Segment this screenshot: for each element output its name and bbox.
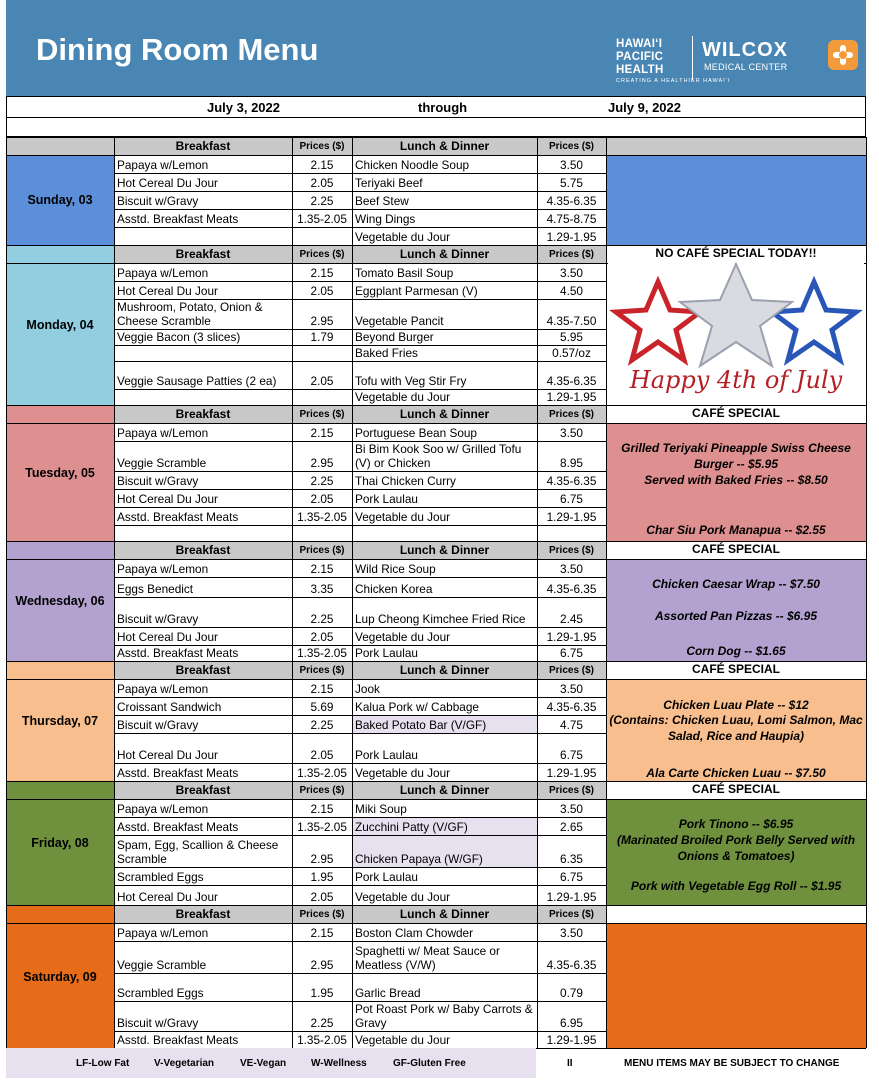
lunch-item: Garlic Bread [355, 986, 421, 1000]
breakfast-price: 2.05 [310, 890, 334, 904]
grid-line [866, 245, 867, 405]
grid-line [292, 137, 293, 245]
lunch-item: Thai Chicken Curry [355, 474, 456, 488]
grid-line [114, 525, 352, 526]
lunch-price: 4.75 [560, 718, 583, 732]
prices-header: Prices ($) [537, 905, 606, 923]
breakfast-item: Veggie Scramble [117, 456, 207, 470]
grid-line [292, 661, 293, 781]
grid-line [114, 137, 115, 245]
lunch-header: Lunch & Dinner [352, 541, 537, 559]
breakfast-header: Breakfast [114, 405, 292, 423]
grid-line [114, 263, 606, 264]
lunch-item: Portuguese Bean Soup [355, 426, 477, 440]
prices-header: Prices ($) [292, 541, 352, 559]
breakfast-item: Asstd. Breakfast Meats [117, 1033, 239, 1047]
breakfast-price: 2.25 [310, 612, 334, 626]
breakfast-price: 2.25 [310, 194, 334, 208]
breakfast-price: 1.35-2.05 [297, 212, 347, 226]
breakfast-item: Biscuit w/Gravy [117, 474, 199, 488]
lunch-item: Vegetable du Jour [355, 766, 451, 780]
cafe-special-item: Pork Tinono -- $6.95 [678, 817, 794, 831]
end-date: July 9, 2022 [608, 100, 681, 115]
lunch-item: Wild Rice Soup [355, 562, 436, 576]
breakfast-item: Papaya w/Lemon [117, 926, 209, 940]
grid-line [6, 781, 7, 905]
grid-line [606, 245, 607, 405]
lunch-price: 3.50 [560, 158, 583, 172]
lunch-price: 4.35-6.35 [546, 582, 597, 596]
lunch-price: 4.35-6.35 [546, 474, 597, 488]
breakfast-price: 2.25 [310, 718, 334, 732]
special-cell [606, 923, 866, 1048]
cafe-special-item: Grilled Teriyaki Pineapple Swiss Cheese Burger -- $5.95 [621, 441, 851, 471]
lunch-price: 0.79 [560, 986, 583, 1000]
breakfast-item: Papaya w/Lemon [117, 158, 209, 172]
breakfast-price: 3.35 [310, 582, 334, 596]
grid-line [114, 559, 606, 560]
lunch-price: 0.57/oz [552, 346, 591, 360]
grid-line [114, 245, 115, 405]
prices-header: Prices ($) [292, 905, 352, 923]
grid-line [606, 661, 607, 781]
grid-line [114, 423, 606, 424]
breakfast-item: Hot Cereal Du Jour [117, 176, 218, 190]
lunch-item: Beef Stew [355, 194, 409, 208]
breakfast-price: 1.35-2.05 [297, 766, 347, 780]
lunch-item: Jook [355, 682, 380, 696]
breakfast-price: 1.95 [310, 870, 334, 884]
grid-line [6, 905, 7, 1048]
grid-line [537, 405, 538, 541]
footer-mark: II [567, 1058, 573, 1069]
special-cell [606, 155, 866, 245]
lunch-item: Pork Laulau [355, 748, 418, 762]
grid-line [292, 905, 293, 1048]
breakfast-price: 2.95 [310, 314, 334, 328]
lunch-item: Miki Soup [355, 802, 407, 816]
breakfast-item: Veggie Bacon (3 slices) [117, 330, 241, 344]
breakfast-price: 1.35-2.05 [297, 646, 347, 660]
lunch-item: Vegetable du Jour [355, 510, 451, 524]
breakfast-header: Breakfast [114, 137, 292, 155]
grid-line [352, 245, 353, 405]
lunch-header: Lunch & Dinner [352, 405, 537, 423]
breakfast-price: 2.05 [310, 284, 334, 298]
blank-row [6, 118, 866, 137]
legend-item: V-Vegetarian [154, 1058, 215, 1069]
lunch-item: Pork Laulau [355, 870, 418, 884]
lunch-item: Beyond Burger [355, 330, 434, 344]
lunch-price: 6.75 [560, 870, 583, 884]
breakfast-price: 2.95 [310, 456, 334, 470]
breakfast-item: Hot Cereal Du Jour [117, 630, 218, 644]
grid-line [352, 405, 353, 541]
grid-line [606, 905, 607, 1048]
prices-header: Prices ($) [292, 245, 352, 263]
cafe-special-item: Chicken Caesar Wrap -- $7.50 [652, 577, 820, 591]
prices-header: Prices ($) [537, 137, 606, 155]
lunch-item: Vegetable du Jour [355, 630, 451, 644]
legend-bar [6, 1048, 536, 1078]
prices-header: Prices ($) [537, 661, 606, 679]
grid-line [537, 905, 538, 1048]
cafe-special-item: (Contains: Chicken Luau, Lomi Salmon, Mac Salad, Rice and Haupia) [609, 713, 863, 743]
breakfast-price: 5.69 [310, 700, 334, 714]
breakfast-item: Eggs Benedict [117, 582, 194, 596]
grid-line [6, 405, 7, 541]
lunch-price: 1.29-1.95 [546, 1033, 597, 1047]
grid-line [114, 799, 606, 800]
legend-item: LF-Low Fat [76, 1058, 130, 1069]
cafe-special-header: CAFÉ SPECIAL [606, 782, 866, 799]
breakfast-price: 2.15 [310, 926, 334, 940]
breakfast-header: Breakfast [114, 781, 292, 799]
grid-line [114, 389, 352, 390]
breakfast-item: Biscuit w/Gravy [117, 718, 199, 732]
breakfast-price: 2.15 [310, 266, 334, 280]
breakfast-price: 1.95 [310, 986, 334, 1000]
breakfast-price: 2.15 [310, 802, 334, 816]
breakfast-item: Spam, Egg, Scallion & Cheese Scramble [117, 838, 279, 866]
breakfast-item: Asstd. Breakfast Meats [117, 766, 239, 780]
lunch-price: 4.35-6.35 [546, 374, 597, 388]
breakfast-item: Biscuit w/Gravy [117, 612, 199, 626]
grid-line [866, 541, 867, 661]
breakfast-price: 2.95 [310, 958, 334, 972]
cafe-special-header: CAFÉ SPECIAL [606, 662, 866, 679]
breakfast-price: 2.15 [310, 426, 334, 440]
cafe-special-item: Chicken Luau Plate -- $12 [663, 698, 809, 712]
header-banner [6, 0, 866, 96]
day-name: Sunday, 03 [6, 155, 114, 245]
blue-star-icon [772, 282, 856, 360]
breakfast-price: 1.79 [310, 330, 334, 344]
breakfast-price: 2.05 [310, 630, 334, 644]
legend-item: W-Wellness [311, 1058, 367, 1069]
lunch-price: 4.75-8.75 [546, 212, 597, 226]
prices-header: Prices ($) [537, 781, 606, 799]
prices-header: Prices ($) [292, 405, 352, 423]
wilcox-logo: WILCOX [702, 39, 788, 61]
page-title: Dining Room Menu [36, 32, 319, 67]
lunch-item: Pork Laulau [355, 646, 418, 660]
cafe-special-item: Served with Baked Fries -- $8.50 [644, 473, 828, 487]
grid-line [6, 781, 866, 782]
grid-line [6, 661, 866, 662]
grid-line [114, 541, 115, 661]
breakfast-item: Hot Cereal Du Jour [117, 748, 218, 762]
cafe-special-item: Assorted Pan Pizzas -- $6.95 [654, 609, 818, 623]
breakfast-price: 1.35-2.05 [297, 510, 347, 524]
breakfast-item: Biscuit w/Gravy [117, 1016, 199, 1030]
grid-line [352, 661, 353, 781]
grid-line [6, 245, 866, 246]
logo-tagline: CREATING A HEALTHIER HAWAI‘I [616, 78, 731, 84]
lunch-header: Lunch & Dinner [352, 245, 537, 263]
breakfast-item: Croissant Sandwich [117, 700, 222, 714]
breakfast-item: Scrambled Eggs [117, 870, 204, 884]
grid-line [866, 661, 867, 781]
grid-line [6, 137, 866, 138]
lunch-price: 6.75 [560, 646, 583, 660]
lunch-item: Wing Dings [355, 212, 416, 226]
lunch-header: Lunch & Dinner [352, 137, 537, 155]
lunch-item: Vegetable du Jour [355, 230, 451, 244]
day-name: Friday, 08 [6, 781, 114, 905]
grid-line [6, 541, 866, 542]
lunch-item: Chicken Papaya (W/GF) [355, 852, 483, 866]
grid-line [114, 923, 606, 924]
grid-line [292, 541, 293, 661]
lunch-header: Lunch & Dinner [352, 905, 537, 923]
lunch-item: Pork Laulau [355, 492, 418, 506]
lunch-item: Boston Clam Chowder [355, 926, 474, 940]
breakfast-item: Asstd. Breakfast Meats [117, 212, 239, 226]
wilcox-mark-icon [828, 40, 858, 70]
breakfast-header: Breakfast [114, 661, 292, 679]
grid-line [6, 137, 7, 245]
breakfast-price: 1.35-2.05 [297, 1033, 347, 1047]
day-name: Wednesday, 06 [6, 541, 114, 661]
lunch-item: Baked Fries [355, 346, 418, 360]
breakfast-item: Papaya w/Lemon [117, 266, 209, 280]
cafe-special-item: Pork with Vegetable Egg Roll -- $1.95 [630, 879, 842, 893]
breakfast-item: Asstd. Breakfast Meats [117, 820, 239, 834]
lunch-item: Vegetable du Jour [355, 1033, 451, 1047]
breakfast-item: Mushroom, Potato, Onion & Cheese Scramble [117, 300, 263, 328]
cafe-special-header: CAFÉ SPECIAL [606, 406, 866, 423]
cafe-special-item: Char Siu Pork Manapua -- $2.55 [646, 523, 826, 537]
start-date: July 3, 2022 [207, 100, 280, 115]
lunch-price: 6.75 [560, 492, 583, 506]
grid-line [6, 541, 7, 661]
lunch-price: 8.95 [560, 456, 583, 470]
lunch-price: 4.35-6.35 [546, 194, 597, 208]
logo-divider [692, 36, 693, 80]
grid-line [6, 405, 866, 406]
breakfast-item: Hot Cereal Du Jour [117, 492, 218, 506]
cafe-special-header: CAFÉ SPECIAL [606, 542, 866, 559]
breakfast-price: 2.25 [310, 1016, 334, 1030]
grid-line [352, 541, 353, 661]
cafe-special-item: Ala Carte Chicken Luau -- $7.50 [646, 766, 826, 780]
breakfast-price: 2.05 [310, 176, 334, 190]
grid-line [6, 245, 7, 405]
grid-line [866, 405, 867, 541]
medical-center-label: MEDICAL CENTER [704, 62, 788, 72]
breakfast-price: 2.25 [310, 474, 334, 488]
lunch-price: 4.35-6.35 [546, 958, 597, 972]
lunch-price: 3.50 [560, 562, 583, 576]
lunch-price: 6.75 [560, 748, 583, 762]
breakfast-item: Asstd. Breakfast Meats [117, 646, 239, 660]
lunch-item: Spaghetti w/ Meat Sauce or Meatless (V/W) [355, 944, 500, 972]
breakfast-item: Papaya w/Lemon [117, 682, 209, 696]
prices-header: Prices ($) [537, 405, 606, 423]
grid-line [606, 781, 607, 905]
hawaii-pacific-health-logo: HAWAI‘I PACIFIC HEALTH [616, 38, 664, 76]
lunch-item: Vegetable du Jour [355, 890, 451, 904]
happy-4th-of-july-graphic [608, 262, 864, 404]
breakfast-price: 2.15 [310, 682, 334, 696]
lunch-item: Vegetable du Jour [355, 390, 451, 404]
grid-line [537, 137, 538, 245]
lunch-price: 3.50 [560, 426, 583, 440]
day-name: Thursday, 07 [6, 661, 114, 781]
grid-line [866, 905, 867, 1048]
lunch-price: 6.35 [560, 852, 583, 866]
grid-line [114, 781, 115, 905]
cafe-special-item: Corn Dog -- $1.65 [686, 644, 786, 658]
grid-line [352, 781, 353, 905]
lunch-item: Vegetable Pancit [355, 314, 444, 328]
grid-line [866, 781, 867, 905]
breakfast-price: 1.35-2.05 [297, 820, 347, 834]
lunch-item: Kalua Pork w/ Cabbage [355, 700, 479, 714]
lunch-item: Bi Bim Kook Soo w/ Grilled Tofu (V) or Chicken [355, 442, 522, 470]
through-label: through [418, 100, 468, 115]
grid-line [114, 405, 115, 541]
lunch-price: 4.35-6.35 [546, 700, 597, 714]
prices-header: Prices ($) [292, 661, 352, 679]
lunch-price: 3.50 [560, 802, 583, 816]
breakfast-item: Papaya w/Lemon [117, 562, 209, 576]
breakfast-item: Papaya w/Lemon [117, 426, 209, 440]
date-range-row [6, 96, 866, 118]
breakfast-price [292, 345, 352, 361]
lunch-item: Lup Cheong Kimchee Fried Rice [355, 612, 526, 626]
day-name: Tuesday, 05 [6, 405, 114, 541]
cafe-special-item: (Marinated Broiled Pork Belly Served with Onions & Tomatoes) [616, 833, 856, 863]
lunch-price: 1.29-1.95 [546, 890, 597, 904]
grid-line [537, 541, 538, 661]
day-name: Monday, 04 [6, 245, 114, 405]
happy-4th-text: Happy 4th of July [629, 366, 843, 394]
breakfast-price: 2.05 [310, 492, 334, 506]
breakfast-item [114, 345, 292, 361]
legend-item: GF-Gluten Free [393, 1058, 466, 1069]
lunch-item: Eggplant Parmesan (V) [355, 284, 478, 298]
grid-line [352, 905, 353, 1048]
lunch-price: 1.29-1.95 [546, 630, 597, 644]
grid-line [6, 905, 866, 906]
prices-header: Prices ($) [537, 541, 606, 559]
lunch-price: 4.50 [560, 284, 583, 298]
breakfast-item: Veggie Scramble [117, 958, 207, 972]
grid-line [114, 679, 606, 680]
lunch-price: 5.95 [560, 330, 583, 344]
lunch-header: Lunch & Dinner [352, 781, 537, 799]
grid-line [292, 405, 293, 541]
grid-line [6, 661, 7, 781]
lunch-header: Lunch & Dinner [352, 661, 537, 679]
lunch-price: 6.95 [560, 1016, 583, 1030]
lunch-price: 1.29-1.95 [546, 510, 597, 524]
grid-line [537, 245, 538, 405]
prices-header: Prices ($) [292, 137, 352, 155]
change-notice: MENU ITEMS MAY BE SUBJECT TO CHANGE [624, 1058, 840, 1069]
lunch-item: Tofu with Veg Stir Fry [355, 374, 467, 388]
grid-line [537, 781, 538, 905]
grid-line [606, 405, 607, 541]
prices-header: Prices ($) [292, 781, 352, 799]
lunch-price: 4.35-7.50 [546, 314, 597, 328]
grid-line [114, 905, 115, 1048]
lunch-price: 2.65 [560, 820, 583, 834]
lunch-price: 1.29-1.95 [546, 766, 597, 780]
breakfast-item: Papaya w/Lemon [117, 802, 209, 816]
lunch-price: 2.45 [560, 612, 583, 626]
breakfast-price: 2.95 [310, 852, 334, 866]
lunch-item: Pot Roast Pork w/ Baby Carrots & Gravy [355, 1002, 533, 1030]
grid-line [114, 661, 115, 781]
lunch-price: 1.29-1.95 [546, 230, 597, 244]
breakfast-price: 2.15 [310, 158, 334, 172]
cafe-special-header: NO CAFÉ SPECIAL TODAY!! [606, 246, 866, 263]
header-cell [606, 137, 866, 155]
silver-star-icon [680, 264, 792, 366]
prices-header: Prices ($) [537, 245, 606, 263]
grid-line [292, 245, 293, 405]
lunch-item: Baked Potato Bar (V/GF) [355, 718, 487, 732]
lunch-item: Chicken Korea [355, 582, 433, 596]
header-cell [6, 137, 114, 155]
breakfast-price: 2.05 [310, 748, 334, 762]
legend-item: VE-Vegan [240, 1058, 287, 1069]
grid-line [352, 525, 606, 526]
breakfast-item: Hot Cereal Du Jour [117, 284, 218, 298]
breakfast-item: Asstd. Breakfast Meats [117, 510, 239, 524]
day-name: Saturday, 09 [6, 905, 114, 1048]
breakfast-price: 2.05 [310, 374, 334, 388]
red-star-icon [616, 282, 700, 360]
grid-line [606, 541, 607, 661]
lunch-item: Teriyaki Beef [355, 176, 423, 190]
breakfast-item: Scrambled Eggs [117, 986, 204, 1000]
grid-line [114, 155, 606, 156]
lunch-item: Chicken Noodle Soup [355, 158, 470, 172]
breakfast-item: Veggie Sausage Patties (2 ea) [117, 374, 277, 388]
lunch-price: 5.75 [560, 176, 583, 190]
breakfast-header: Breakfast [114, 541, 292, 559]
lunch-price: 3.50 [560, 682, 583, 696]
breakfast-header: Breakfast [114, 905, 292, 923]
grid-line [292, 781, 293, 905]
breakfast-price: 2.15 [310, 562, 334, 576]
grid-line [352, 137, 353, 245]
lunch-price: 3.50 [560, 926, 583, 940]
grid-line [114, 227, 352, 228]
lunch-item: Zucchini Patty (V/GF) [355, 820, 468, 834]
breakfast-item: Biscuit w/Gravy [117, 194, 199, 208]
grid-line [866, 137, 867, 245]
grid-line [537, 661, 538, 781]
lunch-item: Tomato Basil Soup [355, 266, 454, 280]
grid-line [606, 137, 607, 245]
lunch-price: 1.29-1.95 [546, 390, 597, 404]
breakfast-header: Breakfast [114, 245, 292, 263]
breakfast-item: Hot Cereal Du Jour [117, 890, 218, 904]
lunch-price: 3.50 [560, 266, 583, 280]
